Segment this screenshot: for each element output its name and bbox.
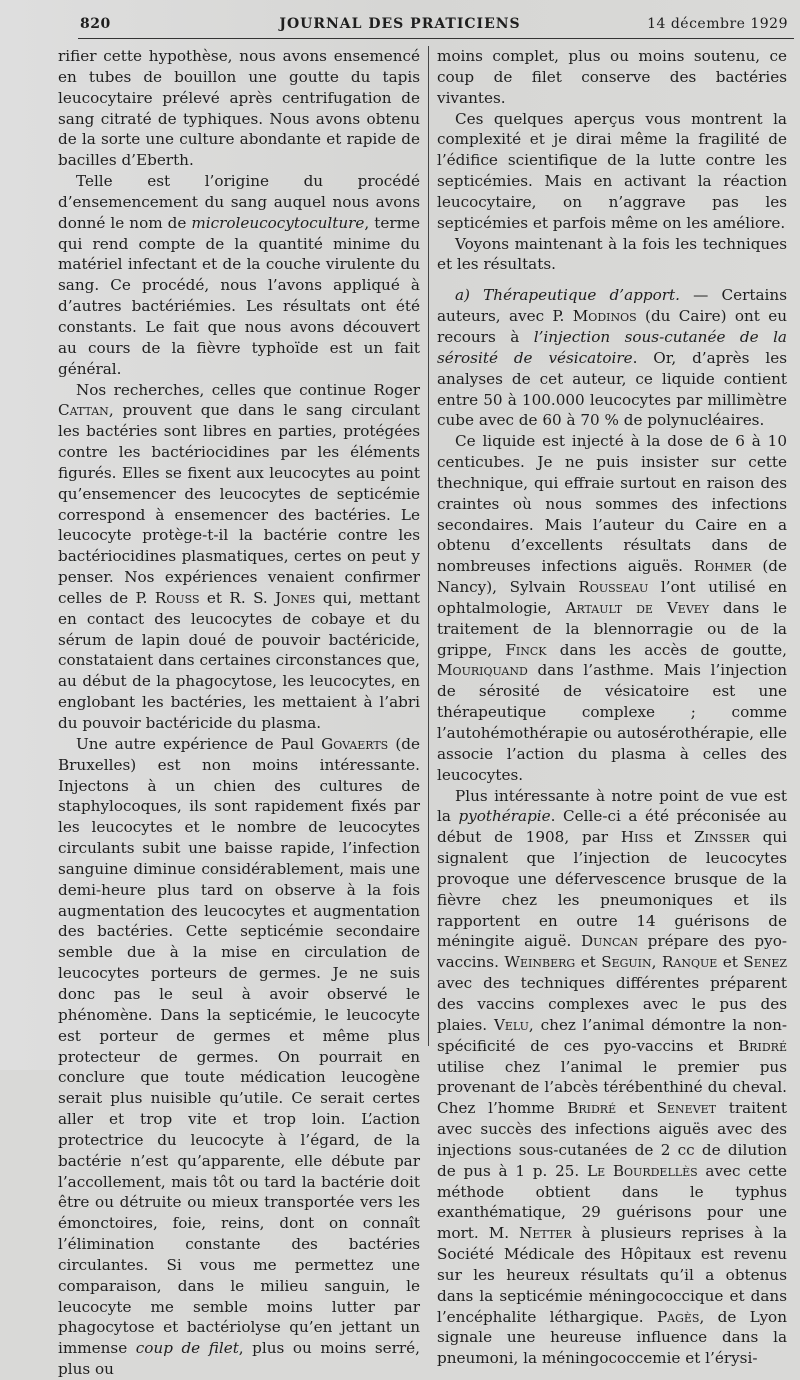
- column-divider: [428, 46, 429, 1046]
- author-name: Finck: [505, 640, 547, 659]
- author-name: Rohmer: [693, 557, 752, 576]
- page-header: [0, 0, 800, 40]
- journal-title: JOURNAL DES PRATICIENS: [279, 16, 521, 32]
- paragraph: Ce liquide est injecté à la dose de 6 à 10 centicubes. Je ne puis insister sur cette thechnique, qui effraie surtout en raison des craintes où nous sommes des infections secondaires. Mais l’auteur du Caire en a obtenu d’excellents résultats dans de nombreuses infections aiguës. Rohmer (de Nancy), Sylvain Rousseau l’ont utilisé en ophtalmologie, Artault de Vevey dans le traitement de la blennorragie ou de la grippe, Finck dans les accès de goutte, Mouriquand dans l’asthme. Mais l’injection de sérosité de vésicatoire est une thérapeutique complexe ; comme l’autohémothérapie ou autosérothérapie, elle associe l’action du plasma à celles des leucocytes.: [437, 432, 787, 784]
- paragraph: Ces quelques aperçus vous montrent la complexité et je dirai même la fragilité de l’édifice scientifique de la lutte contre les septicémies. Mais en activant la réaction leucocytaire, on n’aggrave pas les septicémies et parfois même on les améliore.: [437, 109, 787, 232]
- author-name: Artault de Vevey: [565, 598, 710, 617]
- author-name: Jones: [275, 588, 316, 607]
- term-injection: l’injection sous-cutanée de la sérosité de vésicatoire: [437, 327, 787, 367]
- author-name: Pagès: [656, 1307, 700, 1326]
- author-name: Rouss: [154, 588, 200, 607]
- issue-date: 14 décembre 1929: [647, 16, 788, 32]
- page-number: 820: [80, 16, 111, 32]
- author-name: Netter: [519, 1224, 572, 1243]
- author-name: Seguin: [601, 953, 652, 972]
- paragraph: moins complet, plus ou moins soutenu, ce coup de filet conserve des bactéries vivantes.: [437, 47, 787, 107]
- paragraph: rifier cette hypothèse, nous avons ensemencé en tubes de bouillon une goutte du tapis leucocytaire prélevé après centrifugation de sang citraté de typhiques. Nous avons obtenu de la sorte une culture abondante et rapide de bacilles d’Eberth.: [58, 47, 420, 170]
- author-name: Cattan: [58, 401, 109, 420]
- author-name: Rousseau: [578, 578, 649, 597]
- term-pyotherapie: pyothérapie: [458, 807, 551, 826]
- author-name: Mouriquand: [437, 661, 528, 680]
- author-name: Govaerts: [321, 734, 389, 753]
- left-column: [58, 46, 420, 1380]
- author-name: Zinsser: [694, 828, 750, 847]
- author-name: Ranque: [661, 953, 718, 972]
- author-name: Modinos: [572, 307, 637, 326]
- author-name: Senevet: [656, 1099, 717, 1118]
- author-name: Weinberg: [504, 953, 576, 972]
- right-column: [437, 46, 787, 1369]
- author-name: Le Bourdellès: [587, 1161, 698, 1180]
- paragraph: a) Thérapeutique d’apport. — Certains auteurs, avec P. Modinos (du Caire) ont eu recours à l’injection sous-cutanée de la sérosité de vésicatoire. Or, d’après les analyses de cet auteur, ce liquide contient entre 50 à 100.000 leucocytes par millimètre cube avec de 60 à 70 % de polynucléaires.: [437, 286, 788, 430]
- author-name: Bridré: [738, 1036, 787, 1055]
- term-microleucocytoculture: microleucocytoculture: [191, 213, 365, 232]
- header-rule: [78, 38, 794, 39]
- paragraph: Telle est l’origine du procédé d’ensemencement du sang auquel nous avons donné le nom de microleucocytoculture, terme qui rend compte de la quantité minime du matériel infectant et de la couche virulente du sang. Ce procédé, nous l’avons appliqué à d’autres bactériémies. Les résultats ont été constants. Le fait que nous avons découvert au cours de la fièvre typhoïde est un fait général.: [58, 172, 421, 378]
- paragraph: Plus intéressante à notre point de vue est la pyothérapie. Celle-ci a été préconisée au début de 1908, par Hiss et Zinsser qui signalent que l’injection de leucocytes provoque une défervescence brusque de la fièvre chez les pneumoniques et ils rapportent en outre 14 guérisons de méningite aiguë. Duncan prépare des pyo-vaccins. Weinberg et Seguin, Ranque et Senez avec des techniques différentes préparent des vaccins complexes avec le pus des plaies. Velu, chez l’animal démontre la non-spécificité de ces pyo-vaccins et Bridré utilise chez l’animal le premier pus provenant de l’abcès térébenthiné du cheval. Chez l’homme Bridré et Senevet traitent avec succès des infections aiguës avec des injections sous-cutanées de 2 cc de dilution de pus à 1 p. 25. Le Bourdellès avec cette méthode obtient dans le typhus exanthématique, 29 guérisons pour une mort. M. Netter à plusieurs reprises à la Société Médicale des Hôpitaux est revenu sur les heureux résultats qu’il a obtenus dans la septicémie méningococcique et dans l’encéphalite léthargique. Pagès, de Lyon signale une heureuse influence dans la pneumoni, la méningococcemie et l’érysi-: [437, 786, 788, 1368]
- author-name: Hiss: [620, 828, 654, 847]
- section-heading: a) Thérapeutique d’apport.: [455, 286, 680, 305]
- author-name: Velu: [493, 1015, 529, 1034]
- paragraph: Nos recherches, celles que continue Roger Cattan, prouvent que dans le sang circulant les bactéries sont libres en parties, protégées contre les bactériocidines par les éléments figurés. Elles se fixent aux leucocytes au point qu’ensemencer des leucocytes de septicémie correspond à ensemencer des bactéries. Le leucocyte protège-t-il la bactérie contre les bactériocidines plasmatiques, certes on peut y penser. Nos expériences venaient confirmer celles de P. Rouss et R. S. Jones qui, mettant en contact des leucocytes de cobaye et du sérum de lapin doué de pouvoir bactéricide, constataient dans certaines circonstances que, au début de la phagocytose, les leucocytes, en englobant les bactéries, les mettaient à l’abri du pouvoir bactéricide du plasma.: [58, 380, 421, 732]
- term-coup-de-filet: coup de filet: [135, 1339, 239, 1358]
- paragraph: Une autre expérience de Paul Govaerts (de Bruxelles) est non moins intéressante. Injectons à un chien des cultures de staphylocoques, ils sont rapidement fixés par les leucocytes et le nombre de leucocytes circulants subit une baisse rapide, l’infection sanguine diminue considérablement, mais une demi-heure plus tard on observe à la fois augmentation des leucocytes et augmentation des bactéries. Cette septicémie secondaire semble due à la mise en circulation de leucocytes porteurs de germes. Je ne suis donc pas le seul à avoir observé le phénomène. Dans la septicémie, le leucocyte est porteur de germes et même plus protecteur de germes. On pourrait en conclure que toute médication leucogène serait plus nuisible qu’utile. Ce serait certes aller et trop vite et trop loin. L’action protectrice du leucocyte à l’égard, de la bactérie n’est qu’apparente, elle débute par l’accollement, mais tôt ou tard la bactérie doit être ou détruite ou mieux transportée vers les émonctoires, foie, reins, dont on connaît l’élimination constante des bactéries circulantes. Si vous me permettez une comparaison, dans le milieu sanguin, le leucocyte me semble moins lutter par phagocytose et bactériolyse qu’en jettant un immense coup de filet, plus ou moins serré, plus ou: [58, 734, 420, 1379]
- author-name: Duncan: [580, 932, 639, 951]
- author-name: Bridré: [567, 1099, 617, 1118]
- paragraph: Voyons maintenant à la fois les techniques et les résultats.: [437, 234, 787, 274]
- author-name: Senez: [743, 953, 788, 972]
